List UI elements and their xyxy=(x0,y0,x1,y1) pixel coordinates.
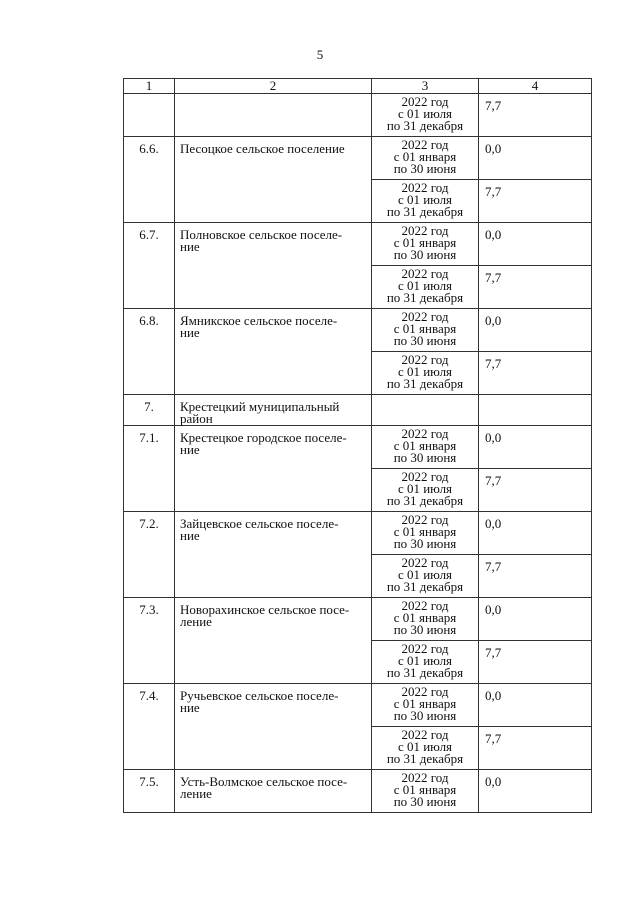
period-line: с 01 июля xyxy=(397,739,453,754)
period-line: с 01 июля xyxy=(397,653,453,668)
name-line: Новорахинское сельское посе- xyxy=(180,602,350,617)
period-line: с 01 июля xyxy=(397,364,453,379)
period-line: по 30 июня xyxy=(393,247,457,262)
period-line: 2022 год xyxy=(401,598,449,613)
period-line: с 01 января xyxy=(393,235,457,250)
name-line: ние xyxy=(180,700,200,715)
rate-value: 0,0 xyxy=(479,598,592,641)
settlement-name xyxy=(175,770,372,813)
header-col-2: 2 xyxy=(175,79,372,94)
name-line: район xyxy=(180,411,213,426)
period-cell xyxy=(372,770,479,813)
rate-value: 7,7 xyxy=(479,555,592,598)
header-row xyxy=(124,79,592,94)
table-body xyxy=(124,79,592,813)
name-line: Зайцевское сельское поселе- xyxy=(180,516,339,531)
rate-value: 7,7 xyxy=(479,641,592,684)
table-row xyxy=(124,426,592,469)
table-row xyxy=(124,223,592,266)
row-number: 6.7. xyxy=(124,223,175,309)
period-cell xyxy=(372,309,479,352)
period-line: с 01 января xyxy=(393,321,457,336)
period-line: 2022 год xyxy=(401,266,449,281)
period-line: 2022 год xyxy=(401,180,449,195)
data-table xyxy=(123,78,592,813)
period-line: с 01 января xyxy=(393,438,457,453)
table-row xyxy=(124,309,592,352)
period-cell xyxy=(372,727,479,770)
row-number: 7.2. xyxy=(124,512,175,598)
name-line: Крестецкий муниципальный xyxy=(180,399,340,414)
period-line: с 01 июля xyxy=(397,278,453,293)
name-line: Песоцкое сельское поселение xyxy=(180,141,345,156)
period-line: с 01 января xyxy=(393,696,457,711)
settlement-name xyxy=(175,598,372,684)
period-line: с 01 января xyxy=(393,782,457,797)
settlement-name xyxy=(175,137,372,223)
row-number xyxy=(124,94,175,137)
period-line: по 30 июня xyxy=(393,622,457,637)
period-line: 2022 год xyxy=(401,94,449,109)
rate-value: 0,0 xyxy=(479,684,592,727)
page-number: 5 xyxy=(316,47,324,62)
header-col-1: 1 xyxy=(124,79,175,94)
table-row xyxy=(124,770,592,813)
table-row xyxy=(124,598,592,641)
period-line: 2022 год xyxy=(401,555,449,570)
period-line: по 30 июня xyxy=(393,161,457,176)
period-line: с 01 июля xyxy=(397,106,453,121)
name-line: ление xyxy=(180,786,212,801)
period-line: по 31 декабря xyxy=(386,493,464,508)
row-number: 7.1. xyxy=(124,426,175,512)
name-line: Ручьевское сельское поселе- xyxy=(180,688,339,703)
rate-value: 0,0 xyxy=(479,770,592,813)
row-number: 6.8. xyxy=(124,309,175,395)
period-line: с 01 июля xyxy=(397,567,453,582)
period-line: 2022 год xyxy=(401,727,449,742)
period-line: по 31 декабря xyxy=(386,751,464,766)
period-line: по 31 декабря xyxy=(386,579,464,594)
rate-value: 0,0 xyxy=(479,426,592,469)
period-line: по 31 декабря xyxy=(386,118,464,133)
period-line: 2022 год xyxy=(401,684,449,699)
period-cell xyxy=(372,180,479,223)
period-line: по 30 июня xyxy=(393,333,457,348)
table-row xyxy=(124,512,592,555)
period-cell xyxy=(372,641,479,684)
period-cell xyxy=(372,684,479,727)
name-line: Усть-Волмское сельское посе- xyxy=(180,774,348,789)
period-line: с 01 января xyxy=(393,610,457,625)
period-line: 2022 год xyxy=(401,309,449,324)
period-cell xyxy=(372,223,479,266)
rate-value: 7,7 xyxy=(479,266,592,309)
continuation-row xyxy=(124,94,592,137)
period-line: 2022 год xyxy=(401,469,449,484)
name-line: Полновское сельское поселе- xyxy=(180,227,343,242)
settlement-name xyxy=(175,223,372,309)
period-cell xyxy=(372,555,479,598)
period-cell xyxy=(372,469,479,512)
period-cell xyxy=(372,395,479,426)
settlement-name xyxy=(175,684,372,770)
period-line: 2022 год xyxy=(401,352,449,367)
period-line: 2022 год xyxy=(401,137,449,152)
rate-value: 7,7 xyxy=(479,469,592,512)
header-col-3: 3 xyxy=(372,79,479,94)
period-cell xyxy=(372,426,479,469)
rate-value: 7,7 xyxy=(479,180,592,223)
settlement-name xyxy=(175,395,372,426)
period-line: 2022 год xyxy=(401,223,449,238)
period-line: 2022 год xyxy=(401,641,449,656)
period-cell xyxy=(372,94,479,137)
row-number: 7.4. xyxy=(124,684,175,770)
header-col-4: 4 xyxy=(479,79,592,94)
period-line: по 31 декабря xyxy=(386,376,464,391)
rate-value: 7,7 xyxy=(479,94,592,137)
period-line: 2022 год xyxy=(401,512,449,527)
row-number: 6.6. xyxy=(124,137,175,223)
name-line: ние xyxy=(180,442,200,457)
rate-value: 0,0 xyxy=(479,223,592,266)
period-line: по 30 июня xyxy=(393,450,457,465)
period-cell xyxy=(372,352,479,395)
table-row xyxy=(124,684,592,727)
rate-value: 0,0 xyxy=(479,309,592,352)
period-cell xyxy=(372,598,479,641)
period-cell xyxy=(372,137,479,180)
row-number: 7. xyxy=(124,395,175,426)
rate-value xyxy=(479,395,592,426)
period-line: по 30 июня xyxy=(393,794,457,809)
period-line: по 31 декабря xyxy=(386,290,464,305)
period-line: с 01 июля xyxy=(397,481,453,496)
period-line: по 30 июня xyxy=(393,536,457,551)
row-number: 7.5. xyxy=(124,770,175,813)
period-line: с 01 июля xyxy=(397,192,453,207)
name-line: Ямникское сельское поселе- xyxy=(180,313,338,328)
name-line: ние xyxy=(180,325,200,340)
table-row xyxy=(124,395,592,426)
rate-value: 0,0 xyxy=(479,512,592,555)
period-line: с 01 января xyxy=(393,524,457,539)
row-number: 7.3. xyxy=(124,598,175,684)
settlement-name xyxy=(175,94,372,137)
name-line: Крестецкое городское поселе- xyxy=(180,430,347,445)
rate-value: 0,0 xyxy=(479,137,592,180)
table-row xyxy=(124,137,592,180)
rate-value: 7,7 xyxy=(479,352,592,395)
rate-value: 7,7 xyxy=(479,727,592,770)
name-line: ление xyxy=(180,614,212,629)
settlement-name xyxy=(175,309,372,395)
settlement-name xyxy=(175,512,372,598)
settlement-name xyxy=(175,426,372,512)
period-line: с 01 января xyxy=(393,149,457,164)
period-line: 2022 год xyxy=(401,426,449,441)
period-line: по 30 июня xyxy=(393,708,457,723)
period-cell xyxy=(372,512,479,555)
period-line: по 31 декабря xyxy=(386,665,464,680)
name-line: ние xyxy=(180,239,200,254)
period-line: по 31 декабря xyxy=(386,204,464,219)
period-line: 2022 год xyxy=(401,770,449,785)
name-line: ние xyxy=(180,528,200,543)
period-cell xyxy=(372,266,479,309)
